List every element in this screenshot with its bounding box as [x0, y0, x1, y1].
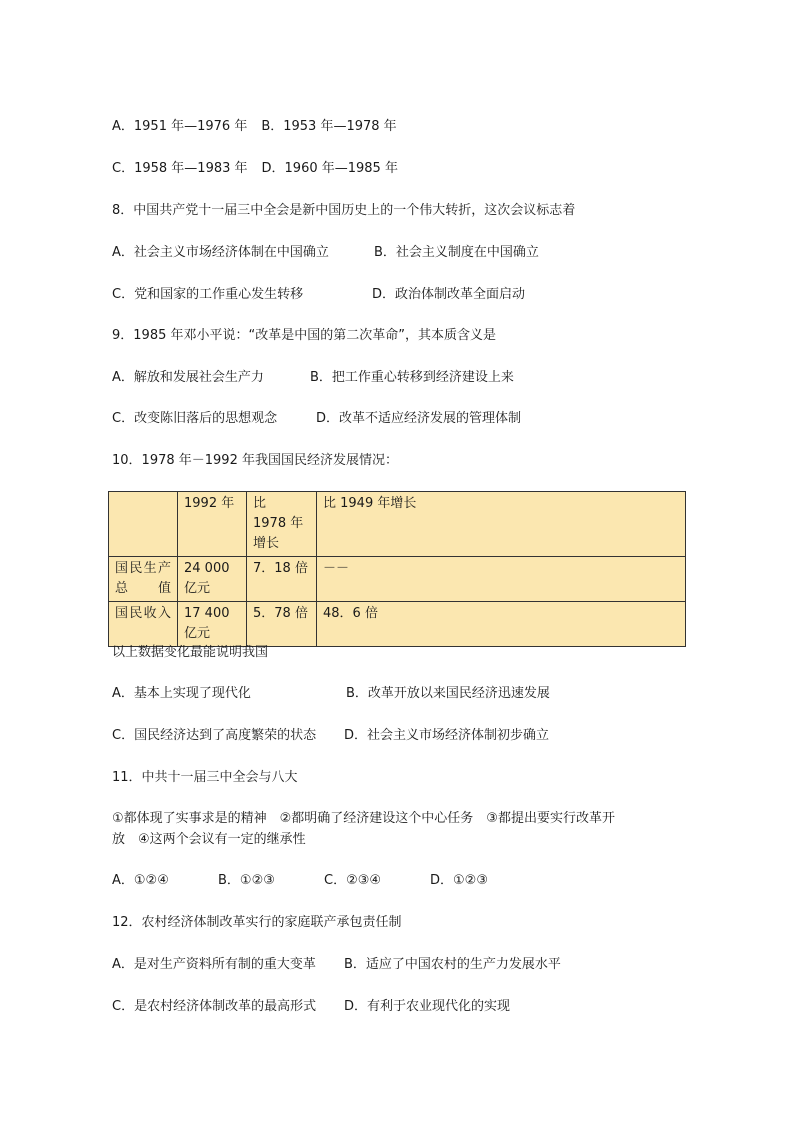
q9-options-row-2 [112, 410, 521, 428]
q10-followup: 以上数据变化最能说明我国 [112, 645, 269, 660]
economy-table [108, 491, 686, 647]
table-header-cell: 比 1949 年增长 [317, 492, 686, 557]
table-cell: 国民生产总值 [109, 557, 178, 602]
table-row [109, 557, 686, 602]
q10-option-a: A．基本上实现了现代化 [112, 686, 251, 701]
table-header-row [109, 492, 686, 557]
q10-stem: 10．1978 年－1992 年我国国民经济发展情况： [112, 453, 398, 468]
q10-option-c: C．国民经济达到了高度繁荣的状态 [112, 728, 317, 743]
table-cell: 48．6 倍 [317, 602, 686, 647]
q11-statements-line-2: 放 ④这两个会议有一定的继承性 [112, 832, 306, 847]
q7-option-b: B．1953 年—1978 年 [261, 119, 397, 134]
q9-option-c: C．改变陈旧落后的思想观念 [112, 411, 278, 426]
q9-stem: 9．1985 年邓小平说：“改革是中国的第二次革命”，其本质含义是 [112, 328, 496, 343]
q8-option-d: D．政治体制改革全面启动 [372, 287, 526, 302]
q11-stem: 11．中共十一届三中全会与八大 [112, 770, 298, 785]
q8-options-row-2 [112, 286, 525, 304]
q10-option-b: B．改革开放以来国民经济迅速发展 [346, 686, 550, 701]
q8-options-row-1 [112, 244, 539, 262]
q8-option-c: C．党和国家的工作重心发生转移 [112, 287, 304, 302]
q12-option-c: C．是农村经济体制改革的最高形式 [112, 999, 317, 1014]
table-cell: 5．78 倍 [247, 602, 317, 647]
q10-options-row-2 [112, 727, 549, 745]
q7-option-d: D．1960 年—1985 年 [261, 161, 398, 176]
q12-option-a: A．是对生产资料所有制的重大变革 [112, 957, 316, 972]
q7-option-c: C．1958 年—1983 年 [112, 161, 248, 176]
q7-option-a: A．1951 年—1976 年 [112, 119, 248, 134]
table-cell: 7．18 倍 [247, 557, 317, 602]
q8-option-b: B．社会主义制度在中国确立 [374, 245, 539, 260]
q9-option-a: A．解放和发展社会生产力 [112, 370, 264, 385]
q7-options-row-1 [112, 118, 397, 136]
q12-options-row-2 [112, 998, 510, 1016]
table-row [109, 602, 686, 647]
q8-option-a: A．社会主义市场经济体制在中国确立 [112, 245, 329, 260]
q11-option-a: A．①②④ [112, 873, 169, 888]
q9-option-d: D．改革不适应经济发展的管理体制 [316, 411, 522, 426]
table-cell: －－ [317, 557, 686, 602]
q8-stem: 8．中国共产党十一届三中全会是新中国历史上的一个伟大转折，这次会议标志着 [112, 203, 576, 218]
table-header-cell: 1992 年 [178, 492, 247, 557]
q11-option-d: D．①②③ [430, 873, 488, 888]
q11-option-b: B．①②③ [218, 873, 275, 888]
q11-option-c: C．②③④ [324, 873, 382, 888]
q12-option-d: D．有利于农业现代化的实现 [344, 999, 511, 1014]
table-cell: 国民收入 [109, 602, 178, 647]
q10-option-d: D．社会主义市场经济体制初步确立 [344, 728, 550, 743]
q12-stem: 12．农村经济体制改革实行的家庭联产承包责任制 [112, 915, 402, 930]
q9-option-b: B．把工作重心转移到经济建设上来 [310, 370, 514, 385]
q11-statements-line-1: ①都体现了实事求是的精神 ②都明确了经济建设这个中心任务 ③都提出要实行改革开 [112, 811, 615, 826]
q10-options-row-1 [112, 685, 550, 703]
q9-options-row-1 [112, 369, 514, 387]
q11-options-row [112, 872, 488, 890]
table-cell: 17 400 亿元 [178, 602, 247, 647]
table-header-cell: 比 1978 年增长 [247, 492, 317, 557]
q7-options-row-2 [112, 160, 398, 178]
table-header-cell [109, 492, 178, 557]
q12-option-b: B．适应了中国农村的生产力发展水平 [344, 957, 561, 972]
table-cell: 24 000 亿元 [178, 557, 247, 602]
q12-options-row-1 [112, 956, 561, 974]
